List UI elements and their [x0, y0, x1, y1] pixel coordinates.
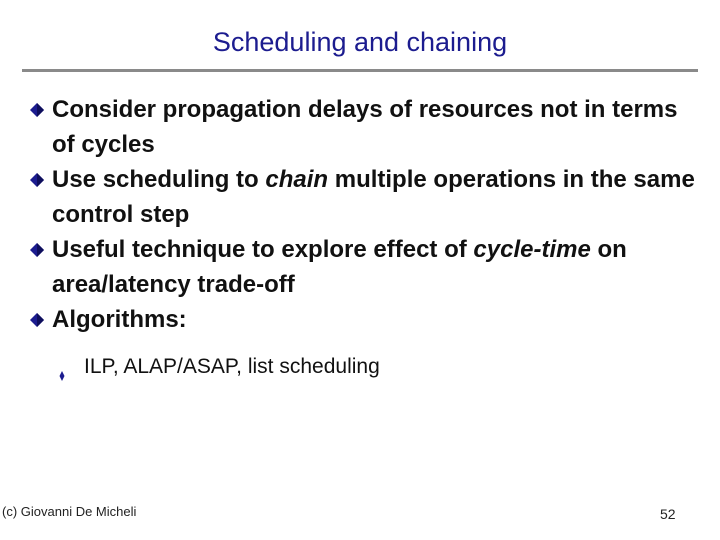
bullet-text-rest: on area/latency trade-off [52, 236, 627, 298]
page-number: 52 [660, 506, 676, 522]
bullet-item [26, 162, 706, 232]
bullet-text: Consider propagation delays of resources not in terms of cycles [52, 96, 678, 158]
title-divider [22, 69, 698, 72]
bullet-emphasis: chain [265, 166, 329, 193]
diamond-bullet-icon [27, 172, 46, 188]
bullet-item [26, 302, 706, 337]
bullet-text: Algorithms: [52, 306, 187, 333]
bullet-list [26, 92, 706, 381]
bullet-text: Use scheduling to [52, 166, 266, 193]
footer-copyright: (c) Giovanni De Micheli [2, 504, 137, 519]
bullet-item [26, 92, 706, 162]
small-bullet-icon [59, 362, 65, 374]
bullet-item [26, 232, 706, 302]
sub-bullet-text: ILP, ALAP/ASAP, list scheduling [84, 355, 380, 378]
bullet-text-rest: multiple operations in the same control step [52, 166, 695, 228]
bullet-emphasis: cycle-time [473, 236, 591, 263]
diamond-bullet-icon [27, 312, 46, 328]
bullet-text: Useful technique to explore effect of [52, 236, 474, 263]
sub-bullet-item [26, 353, 706, 381]
diamond-bullet-icon [27, 242, 46, 258]
diamond-bullet-icon [27, 102, 46, 118]
slide-title: Scheduling and chaining [212, 27, 508, 57]
